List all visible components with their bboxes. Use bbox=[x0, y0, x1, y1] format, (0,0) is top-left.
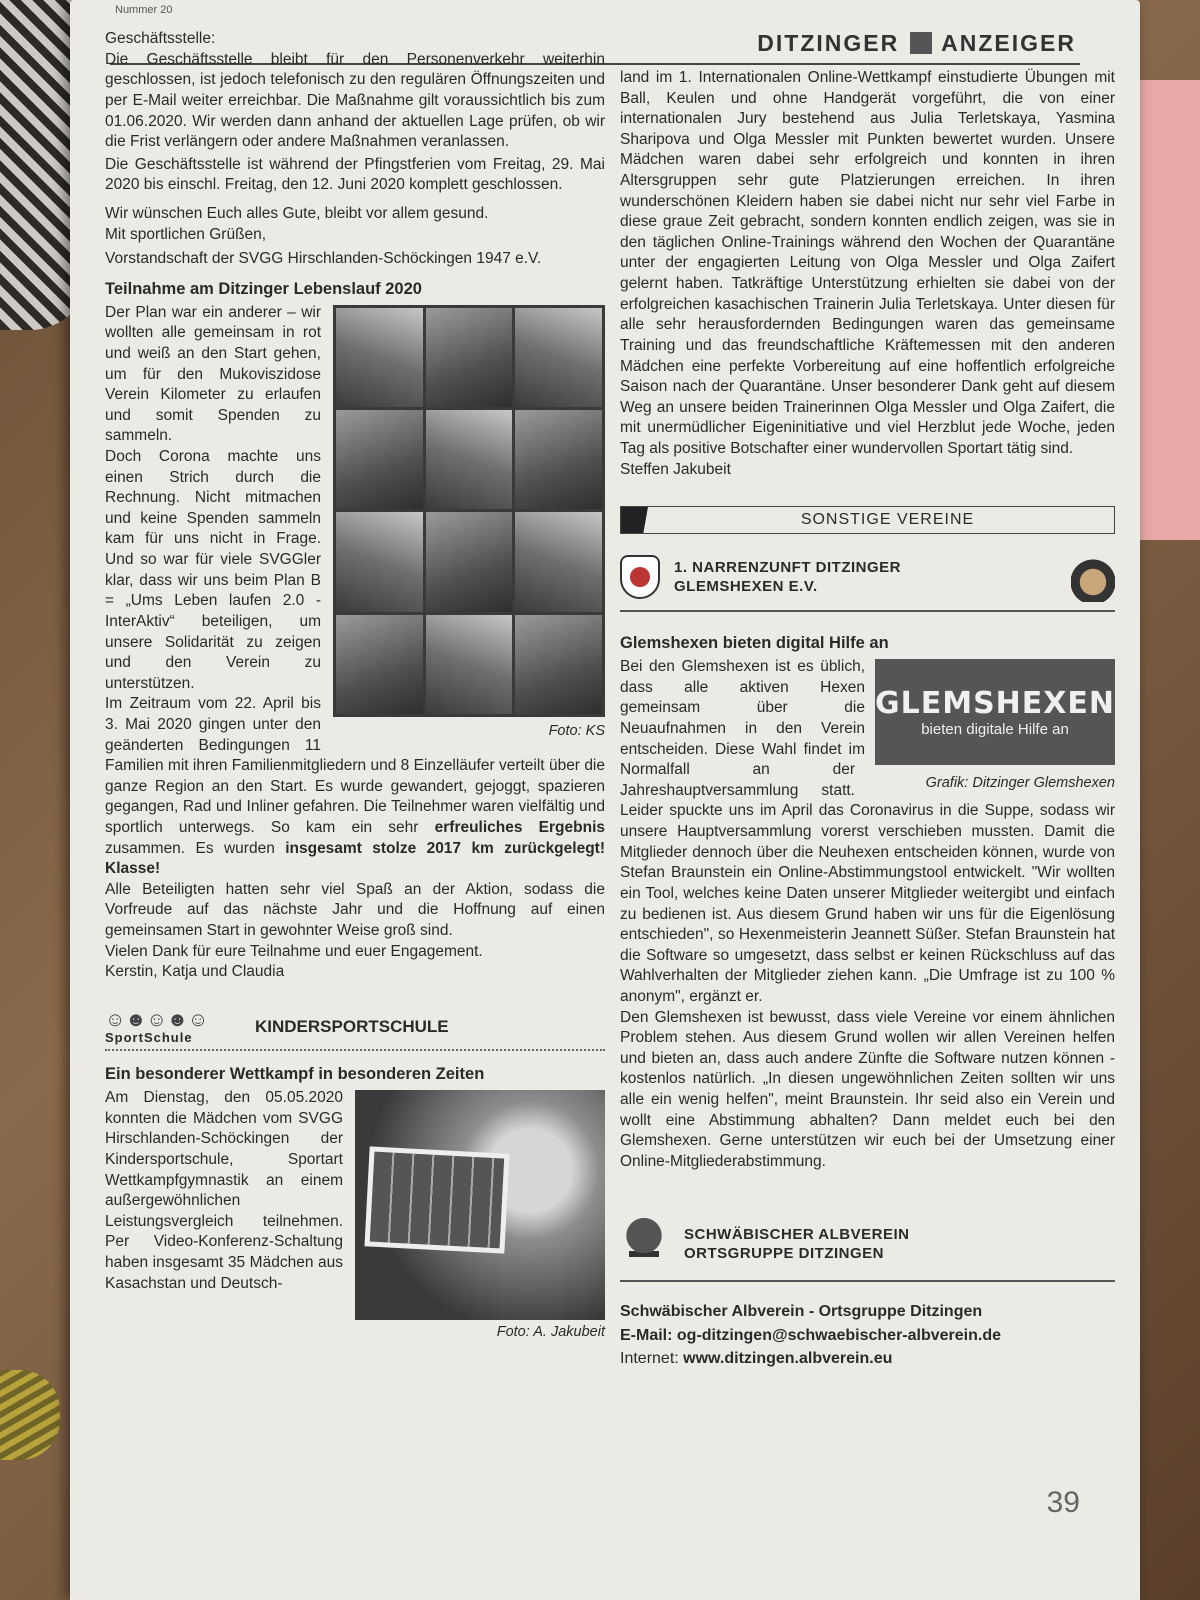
glemshexen-graphic-title: GLEMSHEXEN bbox=[874, 686, 1116, 722]
masthead-left: DITZINGER bbox=[757, 30, 900, 56]
narrenzunft-title-line-1: 1. NARRENZUNFT DITZINGER bbox=[674, 558, 901, 576]
narrenzunft-title-line-2: GLEMSHEXEN E.V. bbox=[674, 578, 818, 596]
gymnast-photo-caption: Foto: A. Jakubeit bbox=[496, 1324, 605, 1341]
glemshexen-graphic bbox=[875, 659, 1115, 765]
collage-photo bbox=[515, 308, 602, 407]
collage-photo bbox=[426, 615, 513, 714]
wettkampf-continued: land im 1. Internationalen Online-Wettkampf einstudierte Übungen mit Ball, Keulen und ohne Handgerät vorgeführt, die von einer internationalen Jury bestehend aus Julia Terletskaya, Yasmina Sharipova und Olga Messler mit Punkten bewertet wurden. Unsere Mädchen waren dabei sehr erfolgreich und konnten in ihren Altersgruppen sehr gute Platzierungen erreichen. In ihren wunderschönen Kleidern haben sie dabei nicht nur sehr viel Farbe in diese graue Zeit gebracht, sondern konnten endlich zeigen, was sie in den täglichen Online-Trainings während den Wochen der Quarantäne unter der engagierten Leitung von Olga Messler und Olga Zaifert gelernt haben. Tatkräftige Unterstützung erhielten sie dabei von der erfolgreichen kasachischen Trainerin Julia Terletskaya. Unter diesen für alle sehr herausfordernden Bedingungen waren das gemeinsame Training und das freundschaftliche Kräftemessen mit den anderen Mädchen eine perfekte Vorbereitung auf eine hoffentlich erfolgreiche Saison nach der Quarantäne. Unser besonderer Dank geht auf diesem Weg an unsere beiden Trainerinnen Olga Messler und Olga Zaifert, die mit unermüdlicher Eigeninitiative und viel Herzblut jede Woche, jeden Tag als positive Botschafter einer wundervollen Sportart tätig sind. bbox=[620, 69, 1115, 457]
background-pink-paper bbox=[1130, 80, 1200, 540]
collage-photo bbox=[515, 615, 602, 714]
lauf-text-c: zusammen. Es wurden bbox=[105, 839, 286, 857]
albverein-contact bbox=[620, 1300, 1115, 1370]
albverein-name: Schwäbischer Albverein - Ortsgruppe Ditzingen bbox=[620, 1303, 983, 1321]
lauf-paragraph-1: Der Plan war ein anderer – wir wollten alle gemeinsam in rot und weiß an den Start gehen, um für den Mukoviszidose Verein Kilometer zu erlaufen und somit Spenden zu sammeln. bbox=[105, 303, 321, 445]
masthead-right: ANZEIGER bbox=[941, 30, 1076, 56]
wettkampf-paragraph: Am Dienstag, den 05.05.2020 konnten die Mädchen vom SVGG Hirschlanden-Schöckingen der Kindersportschule, Sportart Wettkampfgymnastik an einem außergewöhnlichen Leistungsvergleich teilnehmen. Per Video-Konferenz-Schaltung haben insgesamt 35 Mädchen aus Kasachstan und Deutsch- bbox=[105, 1089, 343, 1292]
sportschule-logo bbox=[105, 1009, 235, 1045]
lauf-paragraph-5: Vielen Dank für eure Teilnahme und euer Engagement. bbox=[105, 942, 483, 960]
albverein-email[interactable]: og-ditzingen@schwaebischer-albverein.de bbox=[676, 1326, 1002, 1344]
sportschule-logo-text: SportSchule bbox=[105, 1029, 193, 1045]
albverein-header bbox=[620, 1216, 1115, 1282]
banner-wedge bbox=[621, 507, 661, 533]
albverein-website[interactable]: www.ditzingen.albverein.eu bbox=[683, 1349, 893, 1367]
albverein-title-line-1: SCHWÄBISCHER ALBVEREIN bbox=[684, 1225, 910, 1243]
albverein-email-row bbox=[620, 1324, 1115, 1347]
collage-photo bbox=[426, 410, 513, 509]
albverein-web-row bbox=[620, 1347, 1115, 1370]
glemshexen-title: Glemshexen bieten digital Hilfe an bbox=[620, 634, 889, 653]
page-number: 39 bbox=[1046, 1486, 1080, 1519]
collage-photo bbox=[426, 512, 513, 611]
collage-photo bbox=[336, 615, 423, 714]
collage-photo bbox=[336, 410, 423, 509]
albverein-title-line-2: ORTSGRUPPE DITZINGEN bbox=[684, 1245, 885, 1263]
left-column bbox=[105, 28, 605, 1340]
narrenzunft-title bbox=[674, 558, 901, 597]
sonstige-vereine-label: SONSTIGE VEREINE bbox=[800, 511, 975, 529]
gymnast-photo bbox=[355, 1090, 605, 1320]
gs-paragraph-4: Mit sportlichen Grüßen, bbox=[105, 225, 267, 243]
lauf-bold-1: erfreuliches Ergebnis bbox=[434, 819, 605, 837]
crest-icon bbox=[910, 32, 932, 54]
glemshexen-graphic-subtitle: bieten digitale Hilfe an bbox=[921, 721, 1069, 739]
narrenzunft-crest-icon bbox=[620, 555, 660, 599]
lauf-paragraph-6: Kerstin, Katja und Claudia bbox=[105, 963, 285, 981]
gs-paragraph-3: Wir wünschen Euch alles Gute, bleibt vor allem gesund. bbox=[105, 204, 489, 222]
lauf-paragraph-2: Doch Corona machte uns einen Strich durch die Rechnung. Nicht mitmachen und keine Spenden sammeln kam für uns nicht in Frage. Und so war für viele SVGGler klar, dass wir uns beim Plan B = „Ums Leben laufen 2.0 - InterAktiv“ beteiligen, um unsere Solidarität zu zeigen und den Verein zu unterstützen. bbox=[105, 448, 321, 692]
gs-heading: Geschäftsstelle: bbox=[105, 30, 216, 47]
gs-paragraph-2: Die Geschäftsstelle ist während der Pfingstferien vom Freitag, 29. Mai 2020 bis einschl. Freitag, den 12. Juni 2020 komplett geschlossen. bbox=[105, 155, 605, 194]
witch-mask-icon bbox=[1071, 552, 1115, 602]
collage-photo bbox=[336, 512, 423, 611]
photo-collage bbox=[333, 305, 605, 717]
kindersportschule-title: KINDERSPORTSCHULE bbox=[255, 1017, 449, 1037]
email-label: E-Mail: bbox=[620, 1326, 677, 1344]
wettkampf-signature: Steffen Jakubeit bbox=[620, 460, 731, 478]
lauf-paragraph-4: Alle Beteiligten hatten sehr viel Spaß an der Aktion, sodass die Vorfreude auf das nächste Jahr und die Hoffnung auf einen gemeinsamen Start in gewohnter Weise groß sind. bbox=[105, 880, 605, 940]
glemshexen-paragraph-1: Bei den Glemshexen ist es üblich, dass alle aktiven Hexen gemeinsam über die Neuaufnahmen in den Verein entscheiden. Diese Wahl findet im Normalfall an der Jahreshauptversammlung statt. Leider spuckte uns im April das Coronavirus in die Suppe, sodass wir unsere Hauptversammlung vorerst verschieben mussten. Damit die Mitglieder dennoch über die Neuhexen entscheiden können, wurde von Stefan Braunstein ein Online-Abstimmungstool entwickelt. "Wir wollten ein Tool, welches keine Daten unserer Mitglieder weitergibt und einfach zu bedienen ist. Aus diesem Grund haben wir uns für die Eigenlösung entschieden", so Hexenmeisterin Jeannett Süßer. Stefan Braunstein hat die Software so umgesetzt, dass selbst er keinen Rückschluss auf das Wahlverhalten der Mitglieder ziehen kann. „Die Umfrage ist zu 100 % anonym", ergänzt er. bbox=[620, 658, 1115, 1005]
lauf-text-a: Im Zeitraum vom 22. April bis 3. Mai 2020 gingen unter den geänderten Bedingungen 11 Familien mit ihren Familienmitgliedern und 8 Einzelläufer verteilt über die ganze Region an den Start. Es wurde gewandert, gejoggt, spazieren gegangen, Rad und Inliner gefahren. Die Teilnehmer waren vielfältig und sportlich unterwegs. So kam ein sehr bbox=[105, 695, 605, 837]
collage-photo bbox=[515, 410, 602, 509]
tablet-image bbox=[364, 1147, 509, 1254]
kindersportschule-header bbox=[105, 1009, 605, 1051]
collage-photo bbox=[336, 308, 423, 407]
lauf-bold-2: insgesamt stolze 2017 km zurückgelegt! Klasse! bbox=[105, 839, 605, 878]
albverein-leaf-icon bbox=[620, 1216, 668, 1272]
issue-label: Nummer 20 bbox=[115, 4, 173, 16]
stick-figures-icon: ☺☻☺☻☺ bbox=[105, 1008, 209, 1031]
gs-paragraph-1: Die Geschäftsstelle bleibt für den Personenverkehr weiterhin geschlossen, ist jedoch telefonisch zu den regulären Öffnungszeiten und per E-Mail weiter erreichbar. Die Maßnahme gilt voraussichtlich bis zum 01.06.2020. Wir werden dann anhand der aktuellen Lage prüfen, ob wir die Frist verlängern oder andere Maßnahmen veranlassen. bbox=[105, 50, 605, 151]
glemshexen-paragraph-2: Den Glemshexen ist bewusst, dass viele Vereine vor einem ähnlichen Problem stehen. Aus diesem Grund wollen wir allen Vereinen helfen und bieten an, dass auch andere Zünfte die Software nutzen können - kostenlos natürlich. „In diesen ungewöhnlichen Zeiten sollten wir uns alle ein wenig helfen", meint Braunstein. Ihr seid also ein Verein und wollt eine Abstimmung abhalten? Dann meldet euch bei den Glemshexen. Gerne unterstützen wir euch bei der Umsetzung einer Online-Mitgliederabstimmung. bbox=[620, 1008, 1115, 1170]
glemshexen-caption: Grafik: Ditzinger Glemshexen bbox=[925, 775, 1115, 792]
lauf-title: Teilnahme am Ditzinger Lebenslauf 2020 bbox=[105, 279, 422, 298]
background-cord-2 bbox=[0, 1370, 60, 1460]
collage-photo bbox=[426, 308, 513, 407]
albverein-title bbox=[684, 1225, 909, 1264]
web-label: Internet: bbox=[620, 1349, 684, 1367]
collage-photo bbox=[515, 512, 602, 611]
photo-caption: Foto: KS bbox=[548, 722, 605, 739]
gs-paragraph-5: Vorstandschaft der SVGG Hirschlanden-Schöckingen 1947 e.V. bbox=[105, 250, 542, 268]
wettkampf-title: Ein besonderer Wettkampf in besonderen Zeiten bbox=[105, 1065, 485, 1084]
right-column bbox=[620, 68, 1115, 1370]
masthead bbox=[757, 30, 1076, 57]
newspaper-page bbox=[70, 0, 1140, 1600]
narrenzunft-header bbox=[620, 552, 1115, 612]
sonstige-vereine-banner bbox=[620, 506, 1115, 534]
